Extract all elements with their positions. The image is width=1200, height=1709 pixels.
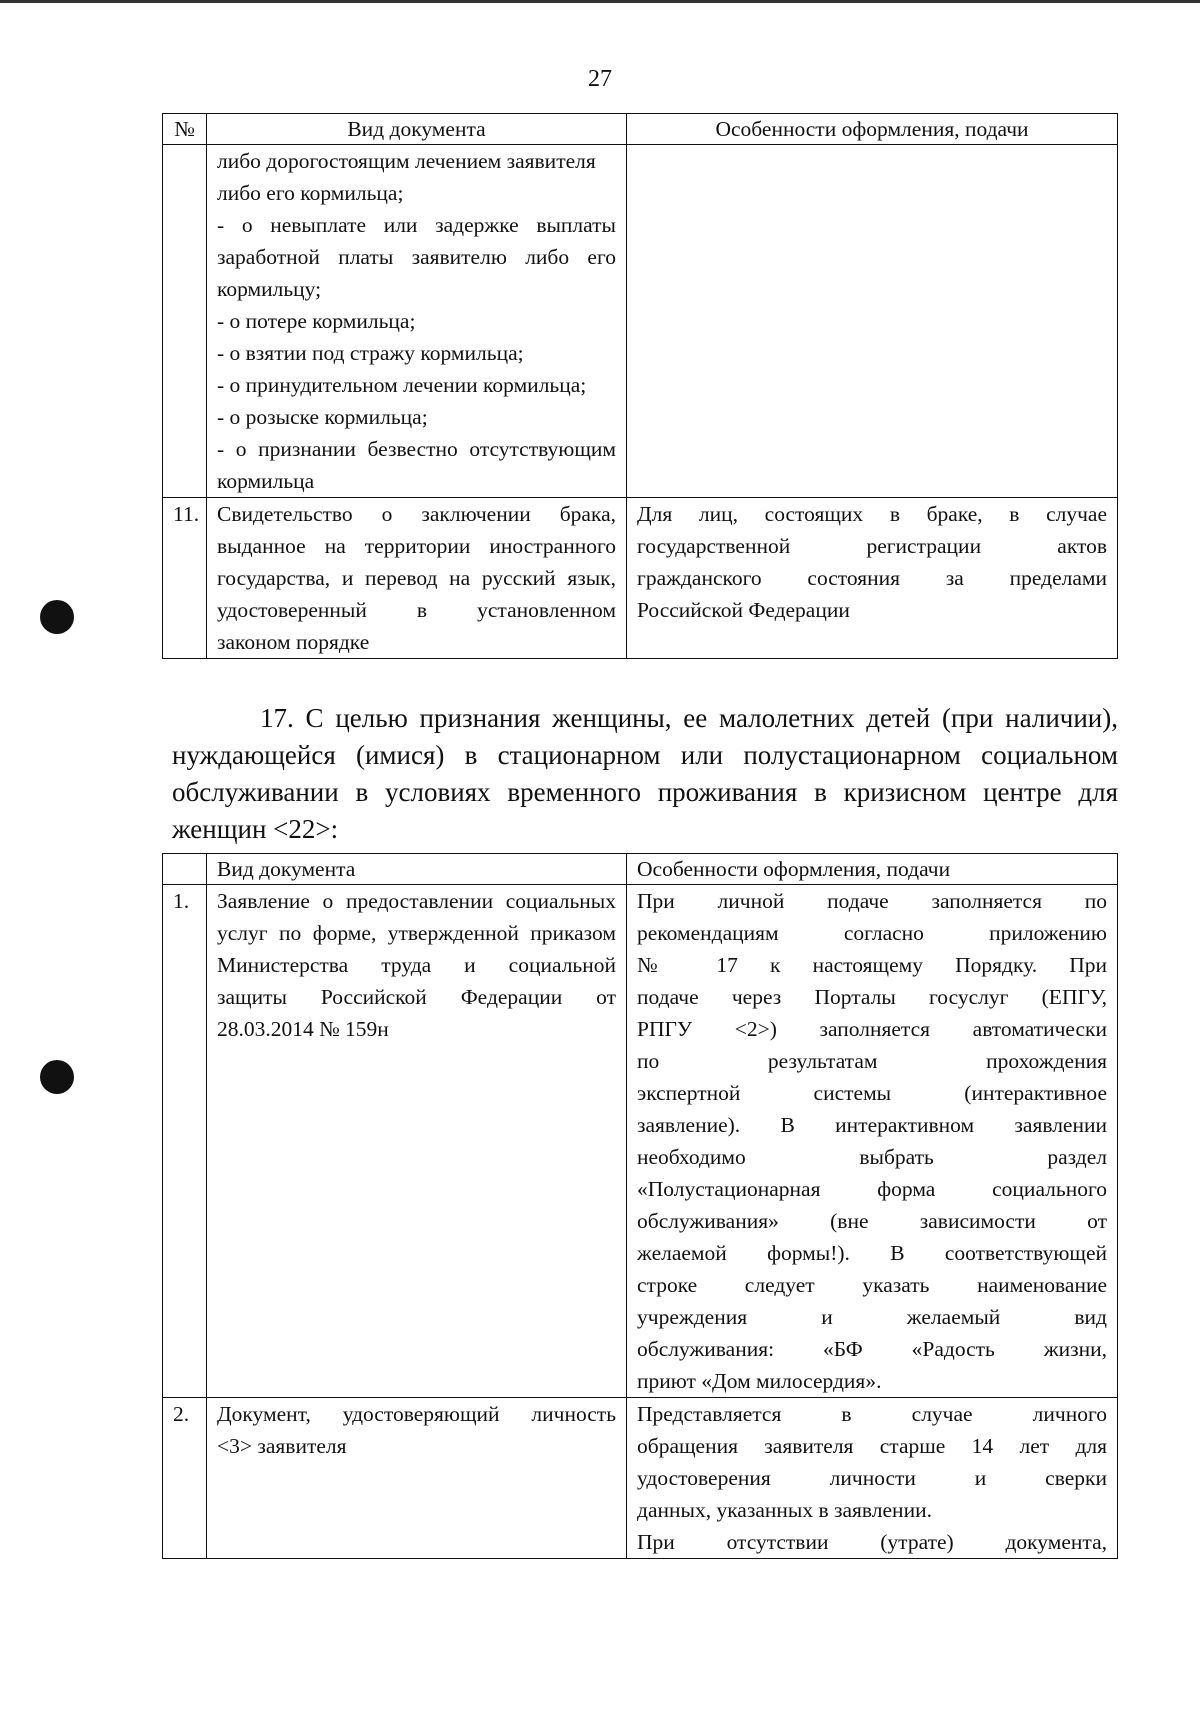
document-type-cell	[207, 498, 627, 659]
document-type-cell	[207, 1398, 627, 1559]
text-line: - о принудительном лечении кормильца;	[217, 373, 587, 397]
submission-notes-cell	[627, 1398, 1118, 1559]
text-line: обслуживания» (вне зависимости от	[637, 1209, 1107, 1233]
text-line: услуг по форме, утвержденной приказом	[217, 921, 616, 945]
text-line: Свидетельство о заключении брака,	[217, 502, 616, 526]
text-line: заявление). В интерактивном заявлении	[637, 1113, 1107, 1137]
header-document-type: Вид документа	[207, 854, 627, 885]
text-line: обращения заявителя старше 14 лет для	[637, 1434, 1107, 1458]
text-line: данных, указанных в заявлении.	[637, 1498, 932, 1522]
text-line: - о невыплате или задержке выплаты	[217, 213, 616, 237]
text-line: государства, и перевод на русский язык,	[217, 566, 616, 590]
header-number: №	[163, 114, 207, 145]
text-line: «Полустационарная форма социального	[637, 1177, 1107, 1201]
text-line: либо его кормильца;	[217, 181, 404, 205]
text-line: приют «Дом милосердия».	[637, 1369, 882, 1393]
document-type-cell	[207, 145, 627, 498]
text-line: - о взятии под стражу кормильца;	[217, 341, 524, 365]
text-line: гражданского состояния за пределами	[637, 566, 1107, 590]
scan-edge	[0, 0, 1200, 3]
text-line: выданное на территории иностранного	[217, 534, 616, 558]
binder-hole-mark	[40, 600, 74, 634]
table-row	[163, 145, 1118, 498]
text-line: желаемой формы!). В соответствующей	[637, 1241, 1107, 1265]
text-line: государственной регистрации актов	[637, 534, 1107, 558]
text-line: Российской Федерации	[637, 598, 850, 622]
text-line: Представляется в случае личного	[637, 1402, 1107, 1426]
table-row	[163, 885, 1118, 1398]
header-submission-notes: Особенности оформления, подачи	[627, 114, 1118, 145]
text-line: РПГУ <2>) заполняется автоматически	[637, 1017, 1107, 1041]
documents-table-section-17	[162, 853, 1118, 1559]
text-line: <3> заявителя	[217, 1434, 347, 1458]
submission-notes-cell	[627, 145, 1118, 498]
text-line: - о розыске кормильца;	[217, 405, 428, 429]
section-17-paragraph: 17. С целью признания женщины, ее малолетних детей (при наличии), нуждающейся (имися) в стационарном или полустационарном социальном обслуживании в условиях временного проживания в кризисном центре для женщин <22>:	[172, 703, 1118, 844]
text-line: Заявление о предоставлении социальных	[217, 889, 616, 913]
table-row	[163, 498, 1118, 659]
header-number	[163, 854, 207, 885]
table-header-row	[163, 854, 1118, 885]
text-line: подаче через Порталы госуслуг (ЕПГУ,	[637, 985, 1107, 1009]
text-line: кормильцу;	[217, 277, 322, 301]
text-line: по результатам прохождения	[637, 1049, 1107, 1073]
text-line: необходимо выбрать раздел	[637, 1145, 1107, 1169]
text-line: Документ, удостоверяющий личность	[217, 1402, 616, 1426]
text-line: либо дорогостоящим лечением заявителя	[217, 149, 596, 173]
text-line: учреждения и желаемый вид	[637, 1305, 1107, 1329]
text-line: Министерства труда и социальной	[217, 953, 616, 977]
table-row	[163, 1398, 1118, 1559]
text-line: заработной платы заявителю либо его	[217, 245, 616, 269]
header-document-type: Вид документа	[207, 114, 627, 145]
page-number: 27	[588, 66, 612, 92]
text-line: строке следует указать наименование	[637, 1273, 1107, 1297]
text-line: рекомендациям согласно приложению	[637, 921, 1107, 945]
text-line: При отсутствии (утрате) документа,	[637, 1530, 1107, 1554]
text-line: удостоверения личности и сверки	[637, 1466, 1107, 1490]
row-number	[163, 145, 207, 498]
row-number: 11.	[163, 498, 207, 659]
text-line: - о потере кормильца;	[217, 309, 416, 333]
row-number: 1.	[163, 885, 207, 1398]
row-number: 2.	[163, 1398, 207, 1559]
text-line: обслуживания: «БФ «Радость жизни,	[637, 1337, 1107, 1361]
text-line: удостоверенный в установленном	[217, 598, 616, 622]
text-line: При личной подаче заполняется по	[637, 889, 1107, 913]
text-line: кормильца	[217, 469, 315, 493]
text-line: законом порядке	[217, 630, 370, 654]
text-line: Для лиц, состоящих в браке, в случае	[637, 502, 1107, 526]
document-type-cell	[207, 885, 627, 1398]
text-line: № 17 к настоящему Порядку. При	[637, 953, 1107, 977]
submission-notes-cell	[627, 885, 1118, 1398]
binder-hole-mark	[40, 1060, 74, 1094]
text-line: - о признании безвестно отсутствующим	[217, 437, 616, 461]
text-line: экспертной системы (интерактивное	[637, 1081, 1107, 1105]
table-header-row	[163, 114, 1118, 145]
submission-notes-cell	[627, 498, 1118, 659]
text-line: защиты Российской Федерации от	[217, 985, 616, 1009]
documents-table-continued	[162, 113, 1118, 659]
header-submission-notes: Особенности оформления, подачи	[627, 854, 1118, 885]
text-line: 28.03.2014 № 159н	[217, 1017, 389, 1041]
